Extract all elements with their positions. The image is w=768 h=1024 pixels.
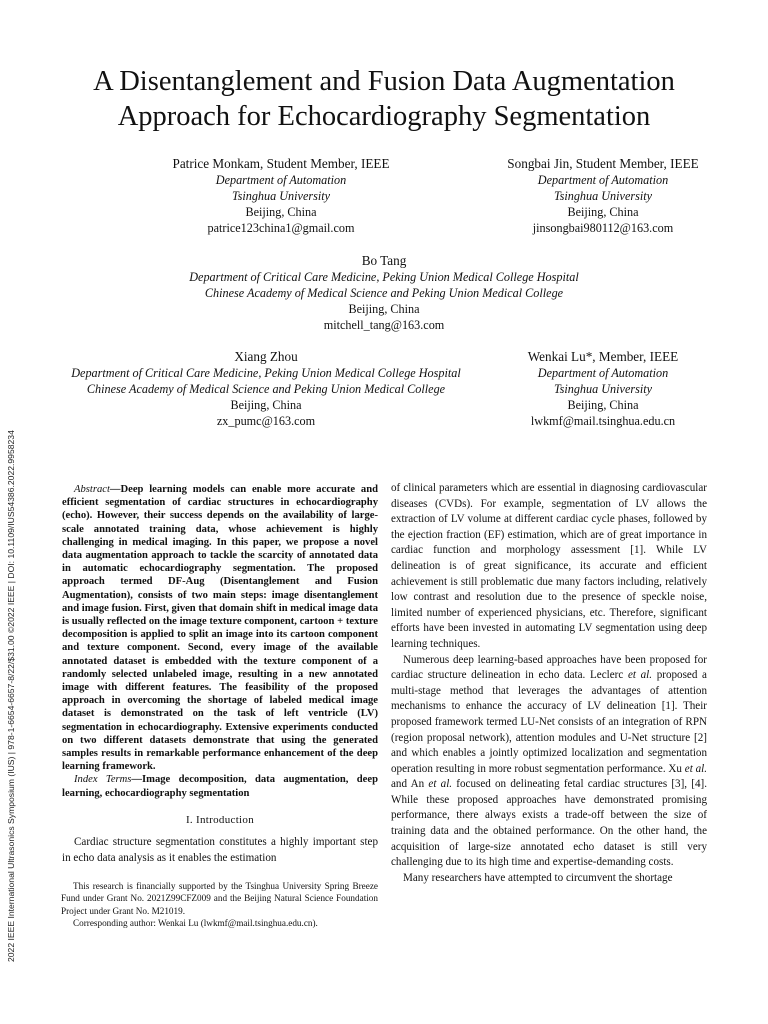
footnote-funding: This research is financially supported by the Tsinghua University Spring Breeze Fund under Grant No. 2021Z99CFZ009 and the Beijing Natural Science Foundation Project under Grant No. M21019. [61,881,378,916]
author-inst: Chinese Academy of Medical Science and Peking Union Medical College [86,382,446,396]
author-inst: Tsinghua University [553,189,653,203]
right-paragraph-2-b: proposed a multi-stage method that leverages the advantages of attention mechanisms to enhance the accuracy of LV delineation [1]. Their proposed framework termed LU-Net consists of an integration of RPN (region proposal network), attention modules and U-Net structure [2] and which enables a jointly optimized localization and segmentation operation resulting in more robust segmentation performance. Xu [391,669,707,775]
section-heading: I. Introduction [185,813,255,826]
author-dept: Department of Automation [215,173,347,187]
author-loc: Beijing, China [567,398,639,412]
author-inst: Chinese Academy of Medical Science and Peking Union Medical College [204,286,564,300]
doi-sidebar [6,362,20,962]
right-paragraph-2-d: focused on delineating fetal cardiac structures [3], [4]. While these proposed approaches have demonstrated promising performance, there always exists a trade-off between the size of training data and the obtained performance. On the other hand, the acquisition of large-size annotated echo dataset is still very challenging due to its high time and expertise-demanding costs. [391,778,708,869]
author-email: patrice123china1@gmail.com [207,221,355,235]
author-block-1 [150,155,412,236]
author-loc: Beijing, China [230,398,302,412]
author-block-2 [482,155,724,236]
paper-title: A Disentanglement and Fusion Data Augmentation Approach for Echocardiography Segmentation [93,66,675,132]
right-paragraph-3: Many researchers have attempted to circumvent the shortage [403,871,673,884]
footnote-corresponding: Corresponding author: Wenkai Lu (lwkmf@mail.tsinghua.edu.cn). [73,917,318,928]
author-dept: Department of Automation [537,366,669,380]
author-name: Patrice Monkam, Student Member, IEEE [172,156,390,171]
right-paragraph-2-c: and An [391,778,429,791]
index-terms-label: Index Terms [74,774,132,786]
footnotes [61,880,378,929]
abstract-text: —Deep learning models can enable more accurate and efficient segmentation of cardiac structures in echocardiography (echo). However, their success depends on the availability of large-scale annotated training data, whose achievement is highly challenging in medical imaging. In this paper, we propose a novel data augmentation approach to tackle the scarcity of annotated data in automatic echocardiography segmentation. The proposed approach termed DF-Aug (Disentanglement and Fusion Augmentation), consists of two main steps: image disentanglement and image fusion. First, given that domain shift in medical image data is usually reflected on the image texture component, cartoon + texture decomposition is applied to split an image into its cartoon component and texture component. Second, every image of the available annotated dataset is embedded with the texture component of a randomly selected unlabeled image, resulting in a new annotated image with different features. The feasibility of the proposed approach in overcoming the shortage of labeled medical image dataset is demonstrated on the task of left ventricle (LV) segmentation in echocardiography. Extensive experiments conducted on two different datasets demonstrate that using the generated samples results in remarkable performance enhancement of the deep learning framework. [62,484,378,773]
author-block-3 [150,252,618,333]
abstract-label: Abstract [74,484,110,495]
doi-sidebar-text: 2022 IEEE International Ultrasonics Symposium (IUS) | 978-1-6654-6657-8/22/$31.00 ©2022 IEEE | DOI: 10.1109/IUS54386.2022.9958234 [6,430,16,962]
author-block-5 [492,348,714,429]
author-name: Songbai Jin, Student Member, IEEE [507,156,699,171]
author-email: zx_pumc@163.com [216,414,316,428]
author-loc: Beijing, China [567,205,639,219]
author-inst: Tsinghua University [231,189,331,203]
author-loc: Beijing, China [245,205,317,219]
right-paragraph-2-a: Numerous deep learning-based approaches have been proposed for cardiac structure delineation in echo data. Leclerc [391,653,707,682]
author-name: Wenkai Lu*, Member, IEEE [527,349,679,364]
author-name: Bo Tang [361,253,407,268]
abstract [62,483,378,773]
author-inst: Tsinghua University [553,382,653,396]
author-name: Xiang Zhou [234,349,298,364]
author-dept: Department of Critical Care Medicine, Peking Union Medical College Hospital [189,270,579,284]
author-dept: Department of Critical Care Medicine, Peking Union Medical College Hospital [71,366,461,380]
author-dept: Department of Automation [537,173,669,187]
author-email: lwkmf@mail.tsinghua.edu.cn [530,414,676,428]
author-email: jinsongbai980112@163.com [532,221,674,235]
etal-1: et al. [627,669,653,682]
right-column [391,481,707,886]
left-column [62,483,378,866]
author-email: mitchell_tang@163.com [323,318,445,332]
right-paragraph-1: of clinical parameters which are essential in diagnosing cardiovascular diseases (CVDs). For example, segmentation of LV allows the extraction of LV volume at different cardiac cycle phases, followed by the ejection fraction (EF) estimation, which are of great importance in cardiac function and morphology assessment [1]. While LV delineation is of great significance, its accurate and efficient achievement is still problematic due many factors including, relatively low contrast and resolution due to the presence of speckle noise, limited number of experienced physicians, etc. Therefore, significant efforts have been invested in automating LV segmentation using deep learning techniques. [391,482,707,650]
author-block-4 [50,348,482,429]
author-loc: Beijing, China [348,302,420,316]
intro-paragraph-left: Cardiac structure segmentation constitutes a highly important step in echo data analysis as it enables the estimation [62,836,378,864]
etal-3: et al. [428,778,453,791]
index-terms [62,773,378,799]
right-paragraph-2 [391,653,707,871]
index-terms-text: —Image decomposition, data augmentation, deep learning, echocardiography segmentation [62,774,378,799]
etal-2: et al. [684,762,707,775]
